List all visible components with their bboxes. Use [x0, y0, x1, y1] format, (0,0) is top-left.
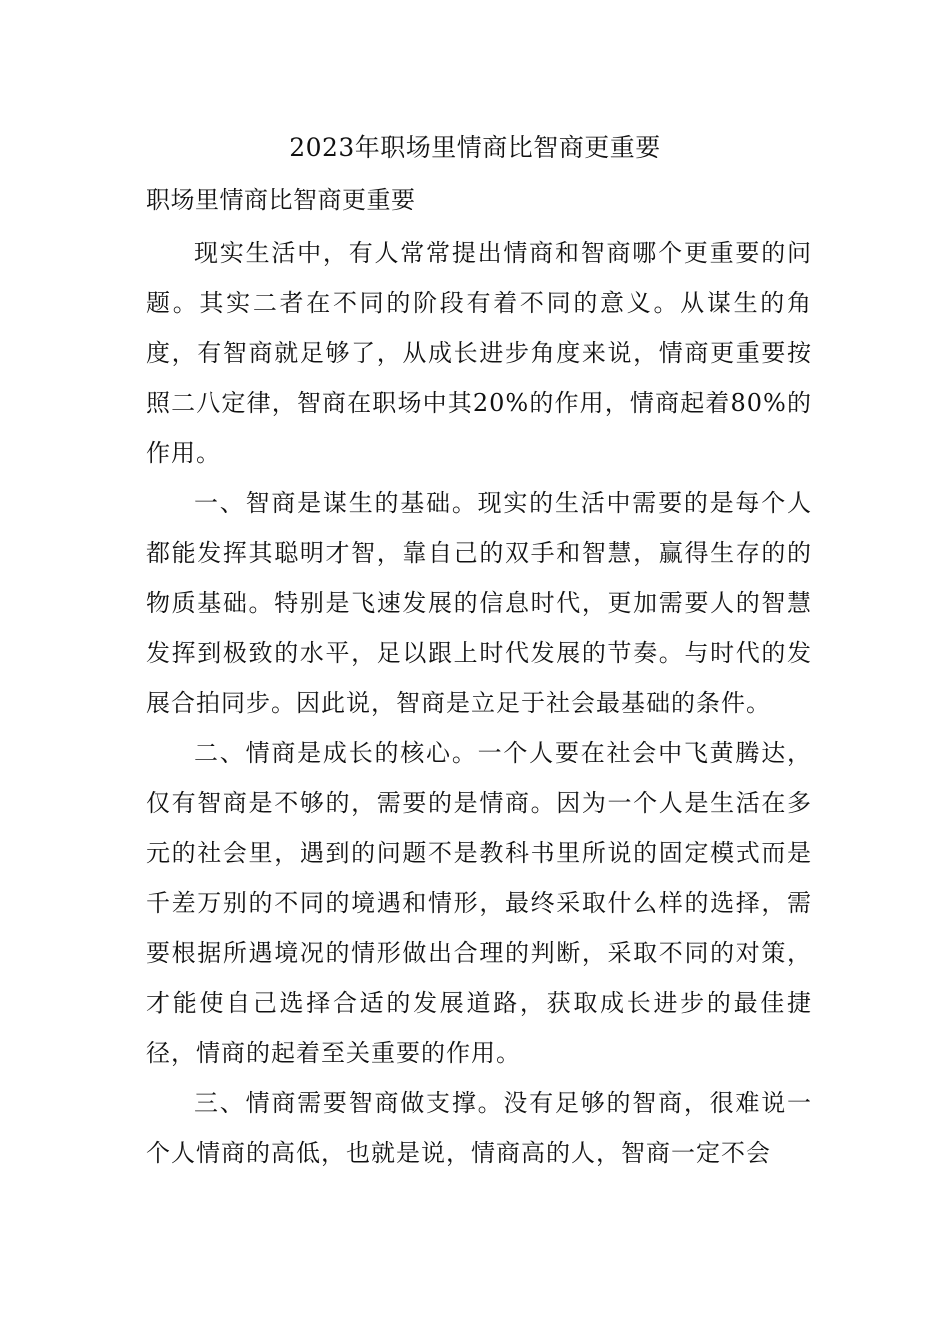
paragraph-point-three: 三、情商需要智商做支撑。没有足够的智商，很难说一个人情商的高低，也就是说，情商高的人，智商一定不会	[146, 1089, 812, 1167]
paragraph-intro: 现实生活中，有人常常提出情商和智商哪个更重要的问题。其实二者在不同的阶段有着不同的意义。从谋生的角度，有智商就足够了，从成长进步角度来说，情商更重要按照二八定律，智商在职场中其20%的作用，情商起着80%的作用。	[146, 239, 812, 467]
document-title: 2023年职场里情商比智商更重要	[289, 133, 661, 162]
document-body	[146, 228, 812, 1178]
document-subtitle: 职场里情商比智商更重要	[146, 186, 416, 214]
paragraph-point-two: 二、情商是成长的核心。一个人要在社会中飞黄腾达，仅有智商是不够的，需要的是情商。因为一个人是生活在多元的社会里，遇到的问题不是教科书里所说的固定模式而是千差万别的不同的境遇和情形，最终采取什么样的选择，需要根据所遇境况的情形做出合理的判断，采取不同的对策，才能使自己选择合适的发展道路，获取成长进步的最佳捷径，情商的起着至关重要的作用。	[146, 739, 812, 1067]
paragraph-point-one: 一、智商是谋生的基础。现实的生活中需要的是每个人都能发挥其聪明才智，靠自己的双手和智慧，赢得生存的的物质基础。特别是飞速发展的信息时代，更加需要人的智慧发挥到极致的水平，足以跟上时代发展的节奏。与时代的发展合拍同步。因此说，智商是立足于社会最基础的条件。	[146, 489, 812, 717]
